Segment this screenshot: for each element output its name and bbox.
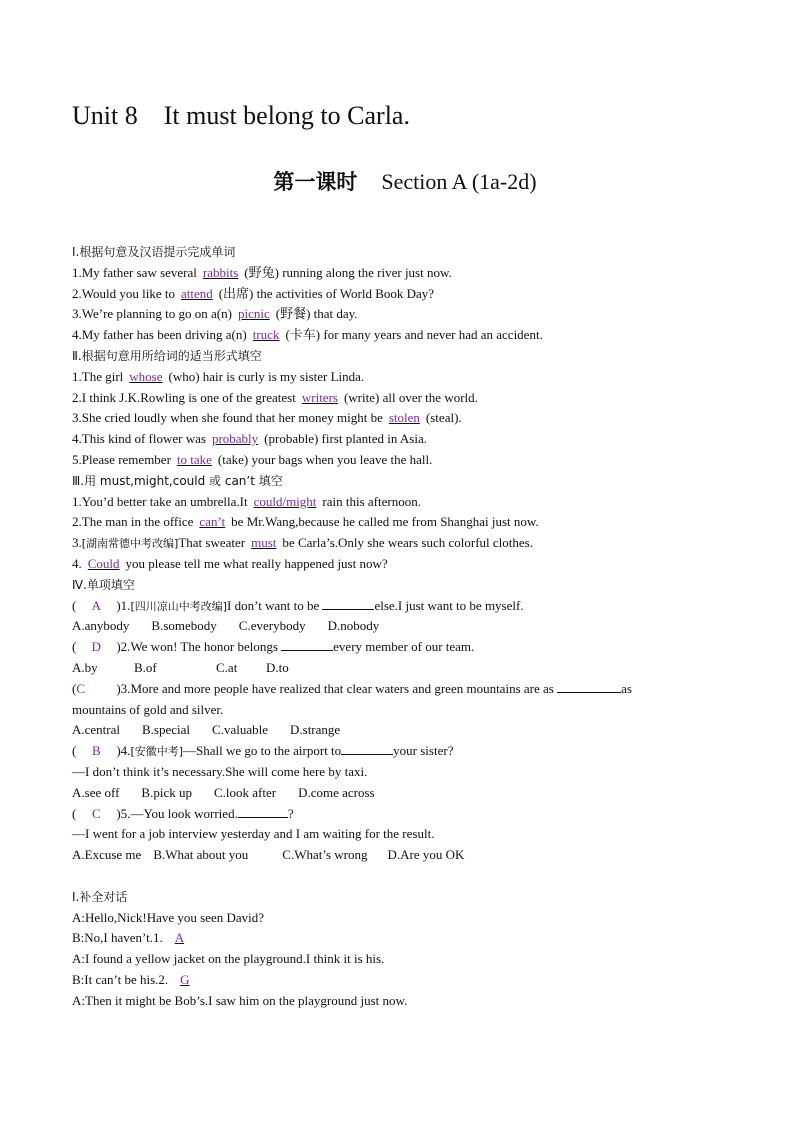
mc-options: A.by B.of C.at D.to <box>72 659 289 675</box>
answer: D <box>91 639 102 655</box>
fill-item: 2.The man in the office can’t be Mr.Wang,because he called me from Shanghai just now. <box>72 514 539 530</box>
fill-item: 4.This kind of flower was probably (probable) first planted in Asia. <box>72 431 427 447</box>
answer: stolen <box>388 410 420 426</box>
section-1-heading: Ⅰ.根据句意及汉语提示完成单词 <box>72 245 236 259</box>
answer: A <box>174 930 185 946</box>
fill-item: 4.My father has been driving a(n) truck (卡车) for many years and never had an accident. <box>72 327 543 343</box>
source-note: [安徽中考] <box>130 745 184 759</box>
answer: C <box>92 805 101 821</box>
section-2-heading: Ⅱ.根据句意用所给词的适当形式填空 <box>72 348 262 363</box>
answer: could/might <box>253 493 317 509</box>
dialogue-line: B:It can’t be his.2. G <box>72 970 724 991</box>
fill-item: 3.We’re planning to go on a(n) picnic (野餐) that day. <box>72 306 358 322</box>
fill-item: 2.Would you like to attend (出席) the activities of World Book Day? <box>72 285 435 301</box>
mc-question-cont: mountains of gold and silver. <box>72 701 224 717</box>
section-3-heading: Ⅲ.用 must,might,could 或 can’t 填空 <box>72 473 283 488</box>
answer: Could <box>87 555 120 571</box>
fill-item: 1.The girl whose (who) hair is curly is my sister Linda. <box>72 368 365 384</box>
mc-options: A.central B.special C.valuable D.strange <box>72 722 341 738</box>
mc-question: ( A )1.[四川凉山中考改编]I don’t want to be else.I just want to be myself. <box>72 596 724 617</box>
blank-line <box>341 744 393 755</box>
blank-line <box>238 807 288 818</box>
answer: B <box>92 743 101 759</box>
fill-item: 5.Please remember to take (take) your bags when you leave the hall. <box>72 451 433 467</box>
fill-item: 4. Could you please tell me what really happened just now? <box>72 555 388 571</box>
answer: A <box>91 597 102 613</box>
answer: picnic <box>237 306 270 322</box>
answer: whose <box>129 368 163 384</box>
blank-line <box>281 640 333 651</box>
dialogue-line: A:Hello,Nick!Have you seen David? <box>72 909 265 925</box>
blank-line <box>322 599 374 610</box>
fill-item: 3.She cried loudly when she found that her money might be stolen (steal). <box>72 410 462 426</box>
mc-question-cont: —I went for a job interview yesterday and I am waiting for the result. <box>72 826 435 842</box>
answer: G <box>180 971 190 987</box>
fill-item: 1.You’d better take an umbrella.It could/might rain this afternoon. <box>72 493 421 509</box>
answer: writers <box>301 389 338 405</box>
exercise-content <box>72 242 724 1011</box>
blank-line <box>557 682 621 693</box>
mc-options: A.Excuse me B.What about you C.What’s wrong D.Are you OK <box>72 847 465 863</box>
section-label: Section A (1a-2d) <box>381 169 537 194</box>
answer: can’t <box>199 514 226 530</box>
dialogue-line: B:No,I haven’t.1. A <box>72 928 724 949</box>
mc-question: ( B )4.[安徽中考]—Shall we go to the airport to your sister? <box>72 741 724 762</box>
source-note: [四川凉山中考改编] <box>130 599 228 613</box>
spacer <box>72 866 724 887</box>
mc-question: (C )3.More and more people have realized that clear waters and green mountains are as as <box>72 679 724 700</box>
dialogue-line: A:Then it might be Bob’s.I saw him on the playground just now. <box>72 992 408 1008</box>
answer: to take <box>176 451 212 467</box>
source-note: [湖南常德中考改编] <box>81 537 179 551</box>
mc-question: ( D )2.We won! The honor belongs every member of our team. <box>72 637 724 658</box>
lesson-subtitle <box>0 166 794 196</box>
lesson-number: 第一课时 <box>273 170 358 194</box>
page-title: Unit 8 It must belong to Carla. <box>72 101 410 130</box>
dialogue-line: A:I found a yellow jacket on the playground.I think it is his. <box>72 951 385 967</box>
fill-item: 1.My father saw several rabbits (野兔) running along the river just now. <box>72 264 452 280</box>
answer: truck <box>252 327 280 343</box>
fill-item: 3.[湖南常德中考改编]That sweater must be Carla’s.Only she wears such colorful clothes. <box>72 535 533 551</box>
fill-item: 2.I think J.K.Rowling is one of the greatest writers (write) all over the world. <box>72 389 478 405</box>
mc-options: A.see off B.pick up C.look after D.come across <box>72 784 375 800</box>
section-4-heading: Ⅳ.单项填空 <box>72 577 135 592</box>
mc-question: ( C )5.—You look worried. ? <box>72 804 724 825</box>
answer: rabbits <box>202 264 239 280</box>
mc-options: A.anybody B.somebody C.everybody D.nobody <box>72 618 380 634</box>
answer: probably <box>211 431 259 447</box>
answer: attend <box>180 285 213 301</box>
mc-question-cont: —I don’t think it’s necessary.She will come here by taxi. <box>72 763 368 779</box>
answer: must <box>251 535 277 551</box>
section-5-heading: Ⅰ.补全对话 <box>72 889 128 904</box>
answer: C <box>76 680 86 696</box>
